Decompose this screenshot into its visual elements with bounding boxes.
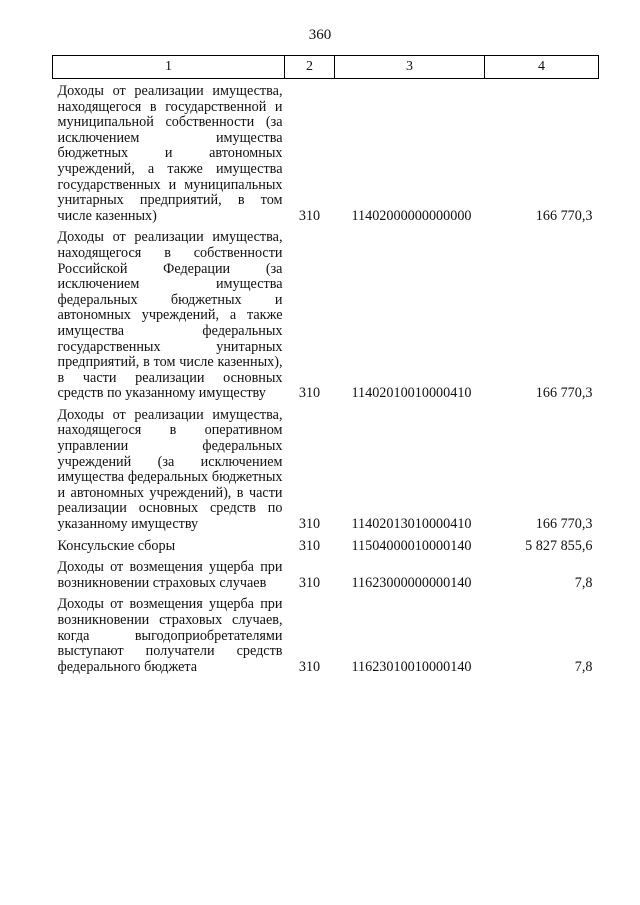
table-body bbox=[53, 79, 599, 676]
revenue-name: Доходы от возмещения ущерба при возникновении страховых случаев bbox=[57, 559, 283, 591]
table-row bbox=[53, 591, 599, 675]
budget-classification-code: 11504000010000140 bbox=[351, 537, 472, 554]
amount: 7,8 bbox=[574, 658, 593, 675]
amount: 166 770,3 bbox=[535, 516, 593, 533]
page-number: 360 bbox=[308, 27, 332, 43]
budget-classification-code: 11402010010000410 bbox=[351, 385, 472, 402]
budget-classification-code: 11623010010000140 bbox=[351, 658, 472, 675]
table-header bbox=[53, 56, 599, 79]
header-col-2: 2 bbox=[285, 56, 335, 79]
budget-classification-code: 11402000000000000 bbox=[351, 207, 472, 224]
admin-code: 310 bbox=[298, 537, 321, 554]
admin-code: 310 bbox=[298, 658, 321, 675]
admin-code: 310 bbox=[298, 516, 321, 533]
revenue-name: Доходы от реализации имущества, находящегося в оперативном управлении федеральных учреждений (за исключением имущества федеральных бюджетных и автономных учреждений), в части реализации основных средств по указанному имуществу bbox=[57, 406, 283, 533]
table-row bbox=[53, 533, 599, 555]
amount: 166 770,3 bbox=[535, 385, 593, 402]
revenue-table bbox=[52, 55, 599, 675]
amount: 166 770,3 bbox=[535, 207, 593, 224]
table-row bbox=[53, 402, 599, 533]
revenue-name-cell bbox=[53, 554, 285, 591]
revenue-name: Доходы от реализации имущества, находящегося в собственности Российской Федерации (за исключением имущества федеральных бюджетных и автономных учреждений, а также имущества федеральных государственных унитарных предприятий, в том числе казенных), в части реализации основных средств по указанному имуществу bbox=[57, 229, 283, 402]
revenue-name-cell bbox=[53, 591, 285, 675]
revenue-name-cell bbox=[53, 402, 285, 533]
revenue-name: Доходы от возмещения ущерба при возникновении страховых случаев, когда выгодоприобретателями выступают получатели средств федерального бюджета bbox=[57, 596, 283, 675]
admin-code: 310 bbox=[298, 574, 321, 591]
amount: 7,8 bbox=[574, 574, 593, 591]
revenue-name-cell bbox=[53, 533, 285, 555]
budget-classification-code: 11402013010000410 bbox=[351, 516, 472, 533]
table-row bbox=[53, 224, 599, 402]
admin-code: 310 bbox=[298, 385, 321, 402]
revenue-name: Консульские сборы bbox=[57, 537, 176, 554]
header-col-3: 3 bbox=[335, 56, 485, 79]
revenue-name-cell bbox=[53, 224, 285, 402]
revenue-name-cell bbox=[53, 79, 285, 225]
table-row bbox=[53, 554, 599, 591]
budget-classification-code: 11623000000000140 bbox=[351, 574, 472, 591]
admin-code: 310 bbox=[298, 207, 321, 224]
amount: 5 827 855,6 bbox=[525, 537, 593, 554]
table-header-row bbox=[53, 56, 599, 79]
table-row bbox=[53, 79, 599, 225]
revenue-name: Доходы от реализации имущества, находящегося в государственной и муниципальной собственности (за исключением имущества бюджетных и автономных учреждений, а также имущества государственных и муниципальных унитарных предприятий, в том числе казенных) bbox=[57, 83, 283, 224]
header-col-4: 4 bbox=[485, 56, 599, 79]
header-col-1: 1 bbox=[53, 56, 285, 79]
